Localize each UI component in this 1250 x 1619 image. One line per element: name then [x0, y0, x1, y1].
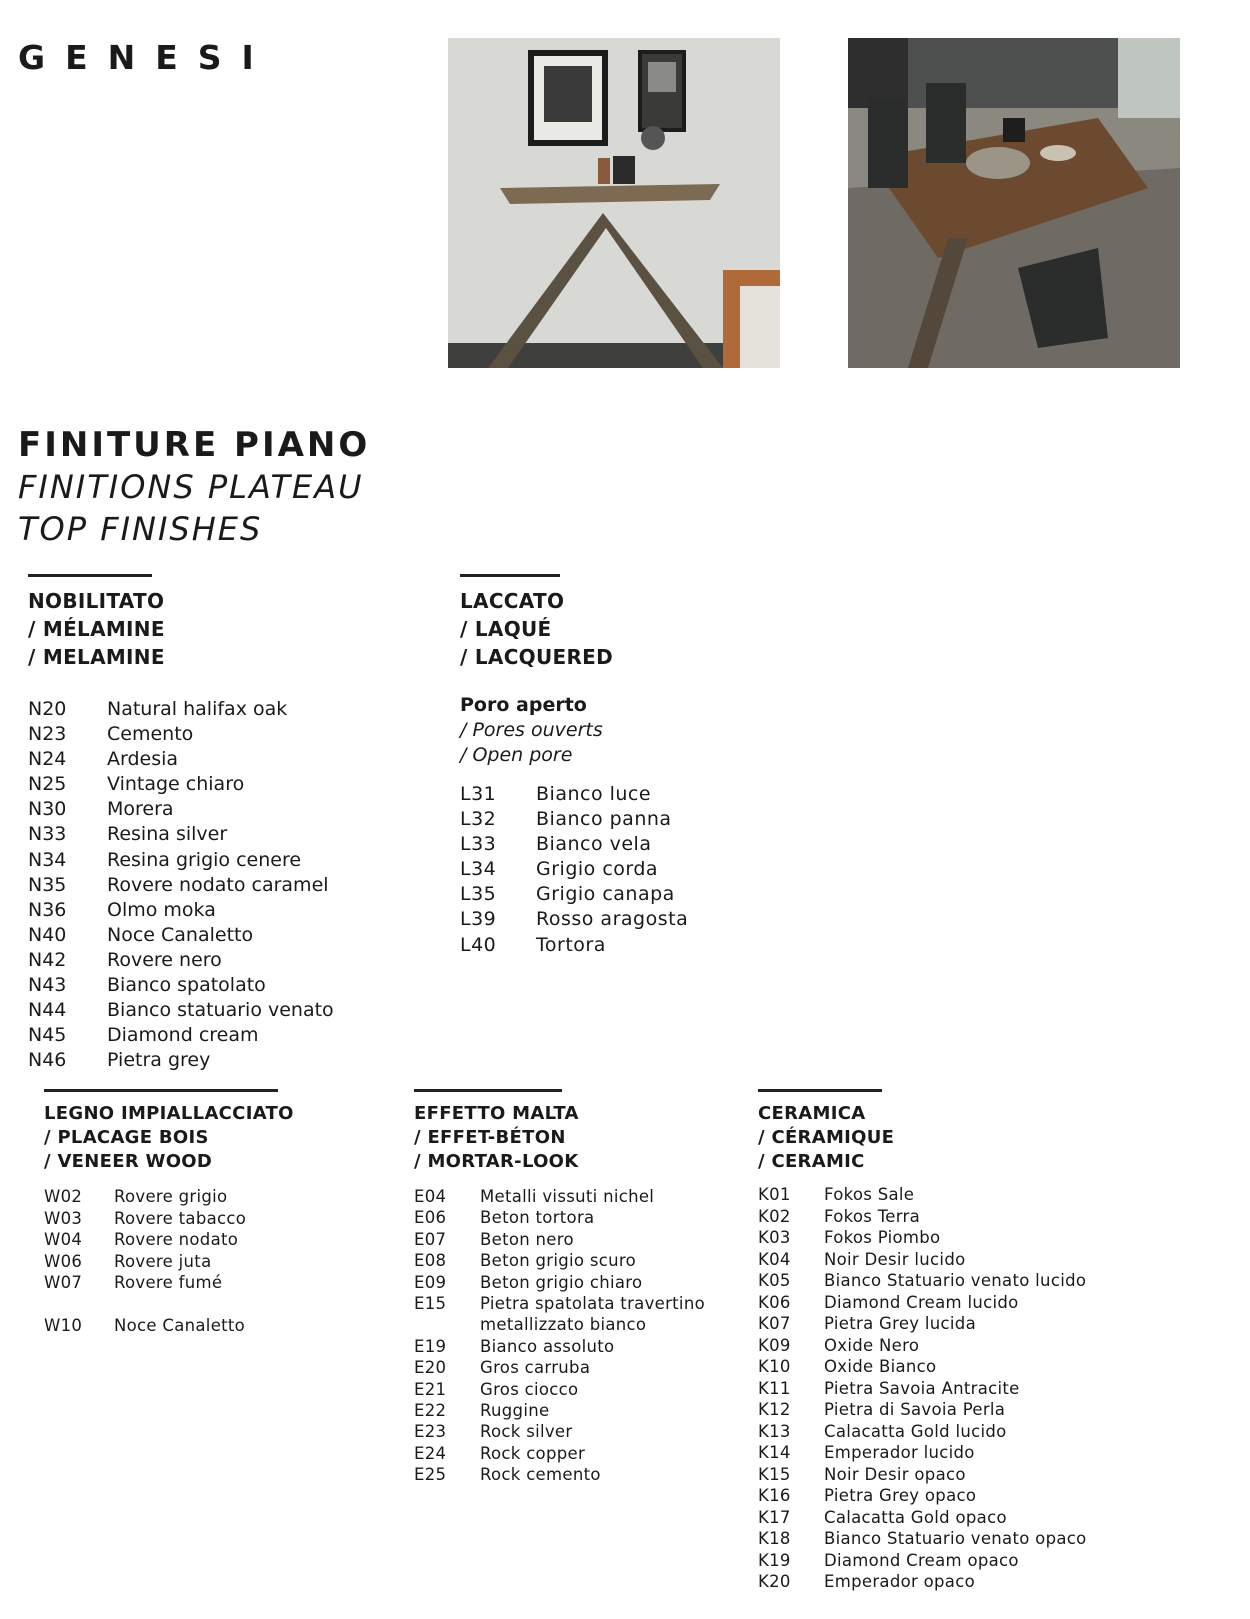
- list-item: [758, 1313, 1087, 1335]
- finish-code: E19: [414, 1336, 447, 1356]
- finish-name: Rovere fumé: [114, 1273, 223, 1292]
- veneer-wood-section: [44, 1089, 294, 1337]
- finish-code: W02: [44, 1187, 83, 1206]
- list-item: [414, 1357, 705, 1378]
- finish-name: Rovere nero: [107, 948, 222, 971]
- heading-line: LACCATO: [460, 589, 565, 613]
- list-item: [28, 973, 334, 998]
- list-item: [758, 1184, 1087, 1206]
- finish-name: Beton grigio chiaro: [480, 1272, 643, 1292]
- list-item: [28, 848, 334, 873]
- finish-code: K03: [758, 1228, 791, 1247]
- finish-code: E20: [414, 1358, 447, 1378]
- list-item: [28, 697, 334, 722]
- finish-name: Ruggine: [480, 1401, 550, 1421]
- finish-code: N25: [28, 773, 67, 796]
- list-item: [28, 797, 334, 822]
- finish-name: Noir Desir opaco: [824, 1464, 966, 1484]
- finish-name: Rosso aragosta: [536, 908, 689, 931]
- finish-code: K14: [758, 1443, 791, 1462]
- finish-code: K01: [758, 1185, 791, 1204]
- list-item: [460, 857, 688, 882]
- finish-name: Pietra Grey lucida: [824, 1314, 976, 1333]
- finish-code: N40: [28, 923, 67, 946]
- section-rule: [414, 1089, 562, 1092]
- section-rule: [28, 574, 152, 577]
- list-item: [758, 1442, 1087, 1464]
- heading-line: EFFETTO MALTA: [414, 1103, 579, 1124]
- list-item: [758, 1206, 1087, 1228]
- list-item: [758, 1292, 1087, 1314]
- list-item: [414, 1400, 705, 1421]
- heading-line: / VENEER WOOD: [44, 1151, 213, 1172]
- heading-line: NOBILITATO: [28, 589, 165, 613]
- finish-name: Bianco luce: [536, 783, 652, 805]
- list-item: [28, 948, 334, 973]
- list-item: [758, 1485, 1087, 1507]
- finish-code: E21: [414, 1379, 447, 1399]
- finish-code: N44: [28, 999, 67, 1022]
- finish-code: K18: [758, 1529, 791, 1548]
- list-item: [758, 1227, 1087, 1249]
- finish-name: Oxide Bianco: [824, 1357, 937, 1376]
- finish-code: K10: [758, 1357, 791, 1376]
- section-heading: [414, 1102, 705, 1174]
- finish-code: W04: [44, 1230, 83, 1249]
- finish-code: K20: [758, 1572, 791, 1591]
- finish-name: Noir Desir lucido: [824, 1249, 966, 1269]
- finish-code: K05: [758, 1271, 791, 1290]
- finish-name: Grigio corda: [536, 858, 659, 881]
- finish-code: N33: [28, 823, 67, 846]
- finish-name: Tortora: [536, 933, 606, 956]
- finish-name: Rovere grigio: [114, 1187, 228, 1206]
- title-italian: FINITURE PIANO: [18, 425, 371, 465]
- list-item: [414, 1250, 705, 1271]
- finish-name: Vintage chiaro: [107, 773, 245, 796]
- list-item: [28, 722, 334, 747]
- section-rule: [758, 1089, 882, 1092]
- list-item: [460, 907, 688, 932]
- list-item: [414, 1229, 705, 1250]
- finish-code: N42: [28, 948, 67, 971]
- list-item: [28, 998, 334, 1023]
- list-item: [414, 1207, 705, 1228]
- finish-code: E04: [414, 1187, 447, 1206]
- finish-name: Gros carruba: [480, 1358, 591, 1378]
- list-item: [44, 1315, 294, 1337]
- finish-code: K11: [758, 1378, 791, 1398]
- list-item: [28, 747, 334, 772]
- heading-line: / LAQUÉ: [460, 617, 552, 641]
- finish-code: L31: [460, 783, 497, 805]
- list-item-continuation: [414, 1314, 705, 1335]
- list-item: [758, 1571, 1087, 1593]
- list-item: [28, 822, 334, 847]
- finish-name: Resina grigio cenere: [107, 848, 302, 871]
- finish-list: [758, 1184, 1087, 1593]
- finish-name: Gros ciocco: [480, 1379, 579, 1399]
- finish-code: N45: [28, 1024, 67, 1047]
- finish-code: K13: [758, 1421, 791, 1441]
- finish-name: Diamond Cream opaco: [824, 1550, 1019, 1570]
- heading-line: / EFFET-BÉTON: [414, 1127, 566, 1148]
- finish-name: Fokos Terra: [824, 1206, 921, 1226]
- list-item: [414, 1464, 705, 1485]
- finish-name: Pietra di Savoia Perla: [824, 1400, 1006, 1419]
- finish-code: K15: [758, 1464, 791, 1484]
- title-french: FINITIONS PLATEAU: [18, 468, 364, 506]
- finish-name: Pietra spatolata travertino: [480, 1294, 705, 1314]
- list-item: [44, 1272, 294, 1294]
- finish-name: Rovere nodato: [114, 1230, 239, 1249]
- finish-code: W06: [44, 1251, 83, 1271]
- list-item: [758, 1356, 1087, 1378]
- list-item: [758, 1378, 1087, 1400]
- list-item: [28, 898, 334, 923]
- finish-list: [414, 1186, 705, 1486]
- subheading-line: / Open pore: [460, 744, 573, 766]
- finish-name: Metalli vissuti nichel: [480, 1187, 655, 1206]
- finish-code: K09: [758, 1335, 791, 1355]
- finish-code: E15: [414, 1294, 447, 1314]
- list-item: [28, 923, 334, 948]
- finish-code: E08: [414, 1251, 447, 1271]
- finish-name: Rock cemento: [480, 1465, 601, 1485]
- finish-name: Diamond cream: [107, 1024, 259, 1047]
- finish-code: K02: [758, 1206, 791, 1226]
- finish-code: L33: [460, 833, 497, 856]
- finish-name: Rovere juta: [114, 1251, 212, 1271]
- section-heading: [460, 587, 688, 671]
- finish-name: Bianco Statuario venato opaco: [824, 1529, 1087, 1548]
- finish-code: L39: [460, 908, 497, 931]
- list-item: [28, 1023, 334, 1048]
- finish-name: Emperador opaco: [824, 1572, 975, 1591]
- finish-code: K17: [758, 1507, 791, 1527]
- finish-name: Grigio canapa: [536, 883, 675, 906]
- finish-code: N36: [28, 898, 67, 921]
- open-pore-subheading: [460, 693, 688, 768]
- finish-code: N20: [28, 698, 67, 720]
- finish-code: E09: [414, 1272, 447, 1292]
- brand-title: GENESI: [18, 38, 274, 77]
- subheading-line: Poro aperto: [460, 694, 587, 716]
- list-item: [414, 1336, 705, 1357]
- list-item: [44, 1186, 294, 1208]
- list-item: [758, 1399, 1087, 1421]
- finish-code: N24: [28, 748, 67, 771]
- finish-name: Calacatta Gold opaco: [824, 1507, 1007, 1527]
- finish-name: Rovere tabacco: [114, 1208, 247, 1228]
- finish-code: L40: [460, 933, 497, 956]
- finish-name: Bianco vela: [536, 833, 652, 856]
- list-item: [758, 1270, 1087, 1292]
- heading-line: CERAMICA: [758, 1103, 866, 1124]
- list-spacer: [44, 1294, 294, 1316]
- finish-name: Beton tortora: [480, 1208, 595, 1228]
- section-title: [18, 424, 370, 550]
- finish-code: E25: [414, 1465, 447, 1485]
- finish-code: N34: [28, 848, 67, 871]
- section-heading: [44, 1102, 294, 1174]
- list-item: [758, 1421, 1087, 1443]
- finish-code: K16: [758, 1486, 791, 1505]
- list-item: [758, 1528, 1087, 1550]
- list-item: [28, 772, 334, 797]
- list-item: [44, 1208, 294, 1230]
- finish-list: [460, 782, 688, 958]
- list-item: [414, 1186, 705, 1207]
- finish-list: [28, 697, 334, 1073]
- finish-name: Beton grigio scuro: [480, 1251, 637, 1271]
- finish-code: W07: [44, 1273, 83, 1292]
- finish-name: Bianco assoluto: [480, 1336, 615, 1356]
- heading-line: / CÉRAMIQUE: [758, 1127, 895, 1148]
- finish-code: N35: [28, 873, 67, 896]
- list-item: [28, 873, 334, 898]
- finish-name: Noce Canaletto: [114, 1316, 246, 1335]
- finish-name: Fokos Sale: [824, 1185, 915, 1204]
- finish-name: Oxide Nero: [824, 1335, 920, 1355]
- list-item: [758, 1464, 1087, 1486]
- finish-name: Rock silver: [480, 1422, 573, 1442]
- list-item: [758, 1249, 1087, 1271]
- finish-name: Olmo moka: [107, 898, 216, 921]
- finish-name: Calacatta Gold lucido: [824, 1421, 1007, 1441]
- list-item: [414, 1293, 705, 1314]
- finish-name: metallizzato bianco: [480, 1315, 647, 1335]
- finish-name: Rovere nodato caramel: [107, 873, 329, 896]
- finish-code: L34: [460, 858, 497, 881]
- finish-code: E23: [414, 1422, 447, 1442]
- list-item: [758, 1335, 1087, 1357]
- finish-name: Cemento: [107, 723, 194, 746]
- finish-name: Fokos Piombo: [824, 1228, 941, 1247]
- list-item: [460, 933, 688, 958]
- finish-name: Bianco statuario venato: [107, 999, 334, 1022]
- finish-code: K06: [758, 1292, 791, 1312]
- finish-code: N30: [28, 798, 67, 821]
- finish-name: Noce Canaletto: [107, 923, 254, 946]
- finish-name: Bianco Statuario venato lucido: [824, 1271, 1087, 1290]
- finish-code: N23: [28, 723, 67, 746]
- list-item: [44, 1229, 294, 1251]
- heading-line: LEGNO IMPIALLACCIATO: [44, 1103, 294, 1124]
- section-rule: [44, 1089, 278, 1092]
- finish-name: Ardesia: [107, 748, 179, 771]
- finish-name: Pietra Savoia Antracite: [824, 1378, 1020, 1398]
- finish-code: N46: [28, 1049, 67, 1072]
- finish-list: [44, 1186, 294, 1337]
- finish-name: Natural halifax oak: [107, 698, 288, 720]
- heading-line: / PLACAGE BOIS: [44, 1127, 209, 1148]
- finish-code: L32: [460, 808, 497, 831]
- list-item: [460, 882, 688, 907]
- list-item: [44, 1251, 294, 1273]
- list-item: [460, 807, 688, 832]
- title-english: TOP FINISHES: [18, 510, 263, 548]
- finish-name: Resina silver: [107, 823, 228, 846]
- list-item: [460, 832, 688, 857]
- finish-name: Emperador lucido: [824, 1443, 975, 1462]
- list-item: [414, 1379, 705, 1400]
- heading-line: / MÉLAMINE: [28, 617, 165, 641]
- list-item: [758, 1550, 1087, 1572]
- heading-line: / MORTAR-LOOK: [414, 1151, 579, 1172]
- finish-name: Pietra Grey opaco: [824, 1486, 977, 1505]
- list-item: [460, 782, 688, 807]
- finish-name: Diamond Cream lucido: [824, 1292, 1019, 1312]
- subheading-line: / Pores ouverts: [460, 719, 603, 741]
- heading-line: / MELAMINE: [28, 645, 165, 669]
- finish-code: K07: [758, 1314, 791, 1333]
- console-table-photo: [448, 38, 780, 368]
- finish-name: Rock copper: [480, 1443, 586, 1463]
- finish-name: Pietra grey: [107, 1049, 211, 1072]
- finish-code: N43: [28, 974, 67, 997]
- mortar-look-section: [414, 1089, 705, 1486]
- finish-code: W03: [44, 1208, 83, 1228]
- finish-name: Bianco spatolato: [107, 974, 266, 997]
- list-item: [414, 1272, 705, 1293]
- section-heading: [28, 587, 334, 671]
- heading-line: / CERAMIC: [758, 1151, 865, 1172]
- finish-name: Morera: [107, 798, 174, 821]
- finish-code: E07: [414, 1229, 447, 1249]
- list-item: [414, 1421, 705, 1442]
- section-rule: [460, 574, 560, 577]
- list-item: [414, 1443, 705, 1464]
- dining-table-photo: [848, 38, 1180, 368]
- ceramic-section: [758, 1089, 1087, 1593]
- finish-code: K04: [758, 1249, 791, 1269]
- finish-code: E24: [414, 1443, 447, 1463]
- finish-code: K12: [758, 1400, 791, 1419]
- finish-code: E06: [414, 1208, 447, 1228]
- finish-name: Beton nero: [480, 1229, 574, 1249]
- list-item: [28, 1048, 334, 1073]
- section-heading: [758, 1102, 1087, 1174]
- heading-line: / LACQUERED: [460, 645, 614, 669]
- finish-code: E22: [414, 1401, 447, 1421]
- melamine-section: [28, 574, 334, 1073]
- finish-code: W10: [44, 1316, 83, 1335]
- finish-name: Bianco panna: [536, 808, 672, 831]
- finish-code: K19: [758, 1550, 791, 1570]
- finish-code: L35: [460, 883, 497, 906]
- lacquered-section: [460, 574, 688, 958]
- list-item: [758, 1507, 1087, 1529]
